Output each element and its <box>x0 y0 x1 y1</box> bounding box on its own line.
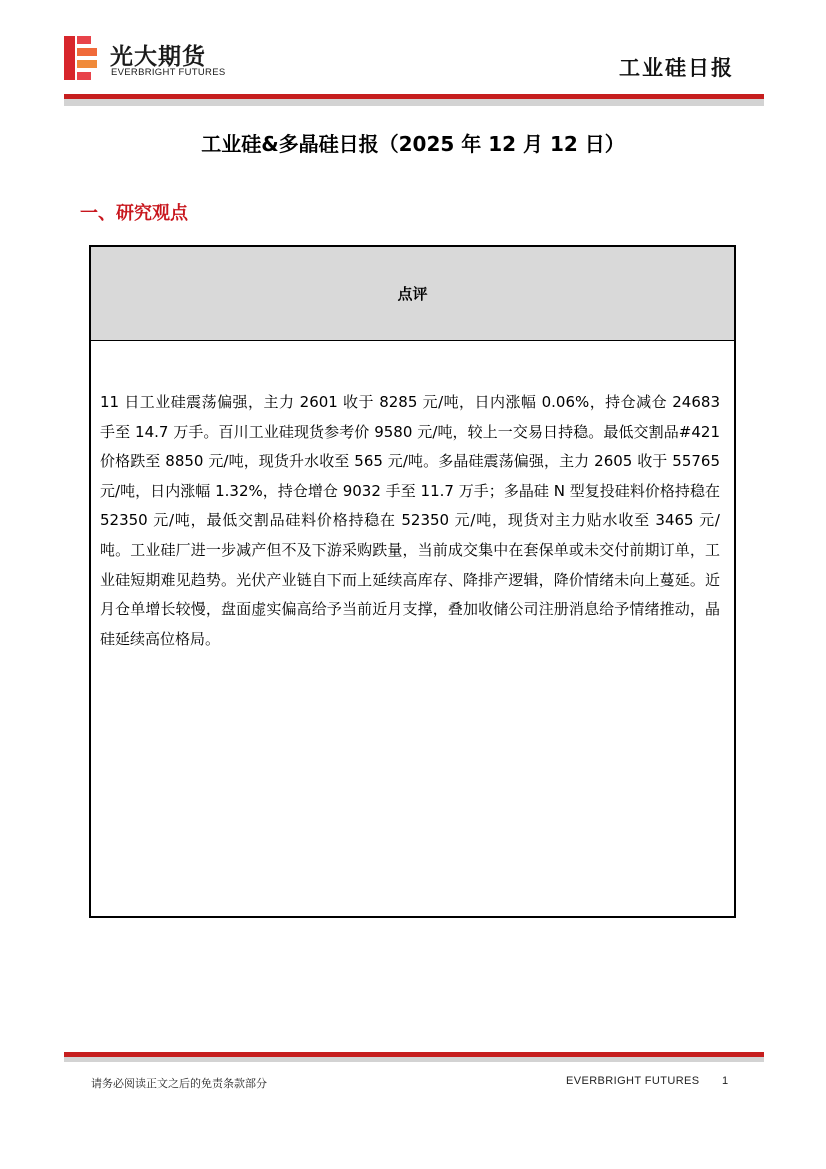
comment-table-body: 11 日工业硅震荡偏强，主力 2601 收于 8285 元/吨，日内涨幅 0.06%，持仓减仓 24683 手至 14.7 万手。百川工业硅现货参考价 9580 元/吨，较上一交易日持稳。最低交割品#421 价格跌至 8850 元/吨，现货升水收至 565 元/吨。多晶硅震荡偏强，主力 2605 收于 55765 元/吨，日内涨幅 1.32%，持仓增仓 9032 手至 11.7 万手；多晶硅 N 型复投硅料价格持稳在 52350 元/吨，最低交割品硅料价格持稳在 52350 元/吨，现货对主力贴水收至 3465 元/吨。工业硅厂进一步减产但不及下游采购跌量，当前成交集中在套保单或未交付前期订单，工业硅短期难见趋势。光伏产业链自下而上延续高库存、降排产逻辑，降价情绪未向上蔓延。近月仓单增长较慢，盘面虚实偏高给予当前近月支撑，叠加收储公司注册消息给予情绪推动，晶硅延续高位格局。 <box>100 393 720 648</box>
header-divider <box>64 94 764 106</box>
footer-brand: EVERBRIGHT FUTURES <box>566 1075 700 1087</box>
logo-chinese-name: 光大期货 <box>110 44 206 70</box>
footer-disclaimer: 请务必阅读正文之后的免责条款部分 <box>91 1077 267 1090</box>
section-heading: 一、研究观点 <box>80 203 188 224</box>
comment-table <box>89 245 736 918</box>
document-title: 工业硅&多晶硅日报（2025 年 12 月 12 日） <box>201 132 625 156</box>
company-logo <box>64 36 264 82</box>
page-number: 1 <box>722 1075 729 1087</box>
footer-divider <box>64 1052 764 1062</box>
logo-english-name: EVERBRIGHT FUTURES <box>111 67 226 78</box>
report-type-title: 工业硅日报 <box>619 56 734 80</box>
everbright-logo-icon <box>64 36 100 80</box>
comment-table-header: 点评 <box>91 247 734 341</box>
